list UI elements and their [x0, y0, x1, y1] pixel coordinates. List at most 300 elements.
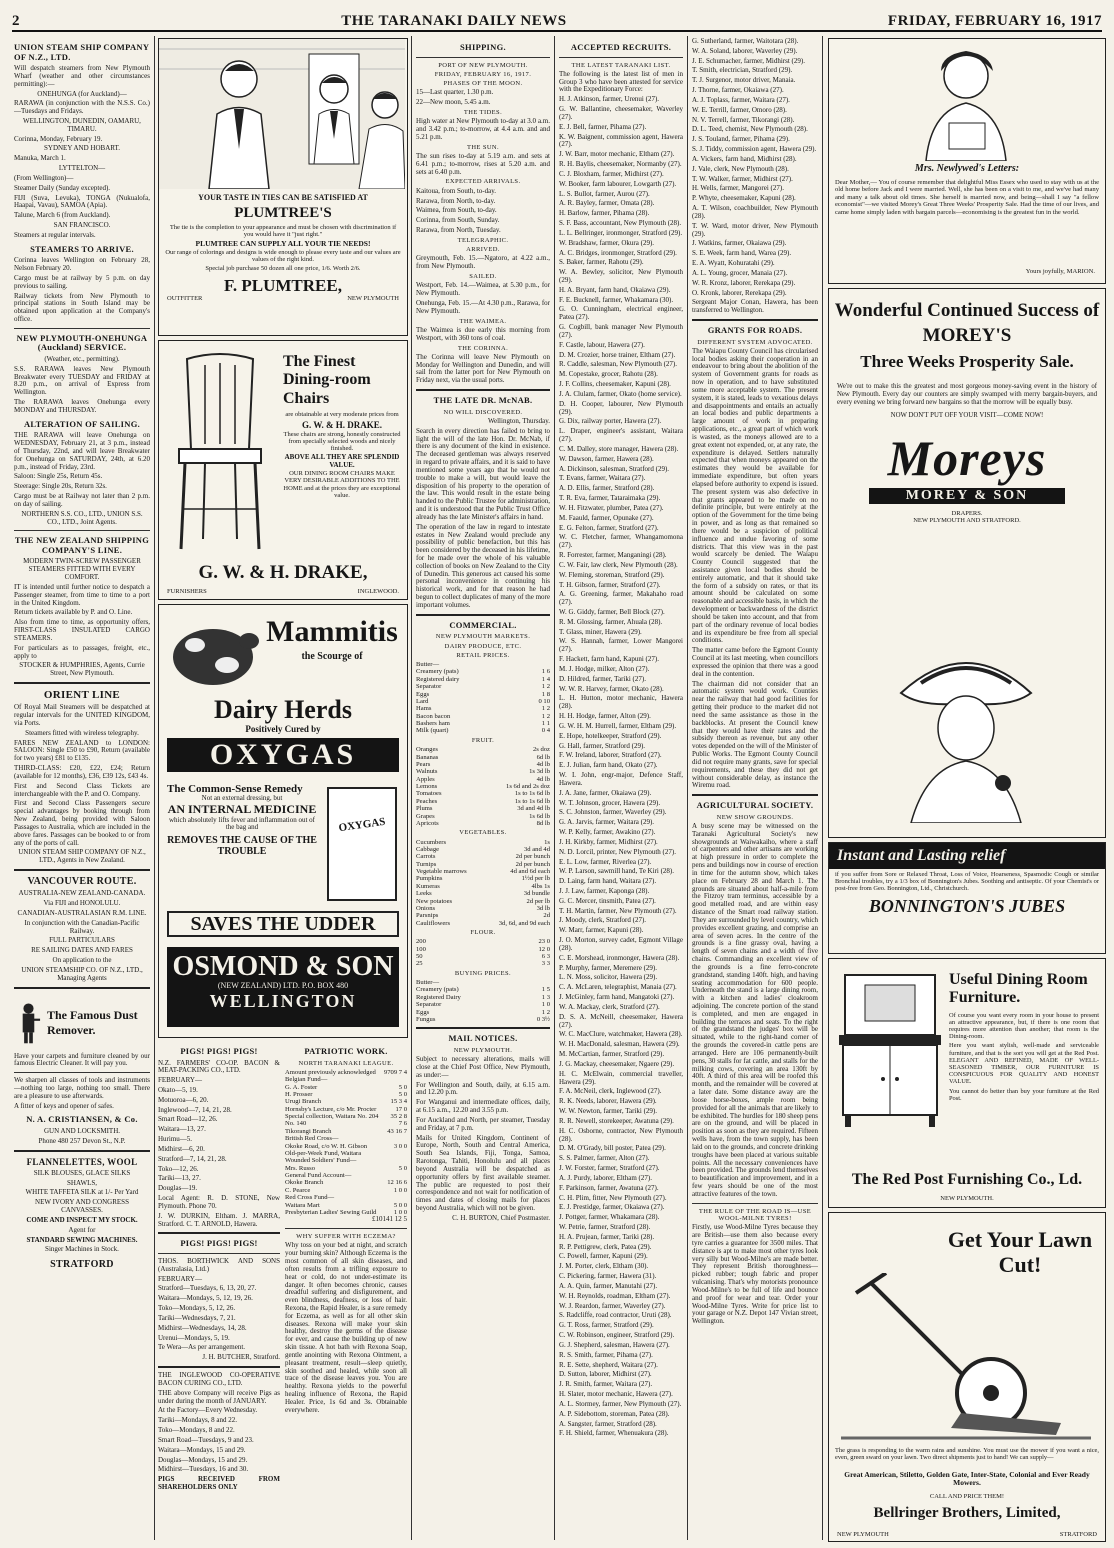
route-from-wellington: (From Wellington)—	[14, 173, 74, 182]
saloon-fare: Saloon: Single 25s, Return 45s.	[14, 472, 103, 481]
recruit-item: W. H. Reynolds, roadman, Eltham (27).	[559, 1291, 671, 1300]
veg-row	[416, 912, 550, 919]
recruit-item: A. D. Ellis, farmer, Stratford (28).	[559, 484, 655, 493]
patriotic-row	[285, 1069, 407, 1076]
patriotic-row-label: Mrs. Russo	[285, 1164, 316, 1172]
dairy-row	[416, 720, 550, 727]
recruit-item: A. A. Quin, farmer, Manutahi (27).	[559, 1281, 658, 1290]
column-rule	[411, 36, 412, 1540]
recruit-item: J. R. Smith, farmer, Waitara (27).	[559, 1380, 653, 1389]
morey-drapers: DRAPERS.	[951, 509, 983, 517]
patriotic-heading: PATRIOTIC WORK.	[304, 1046, 388, 1056]
recruits-sub: THE LATEST TARANAKI LIST.	[571, 61, 671, 69]
recruit-item: R. R. Newell, storekeeper, Awatuna (29).	[559, 1116, 674, 1125]
patriotic-row-label: Waitara Mart	[285, 1201, 320, 1209]
joint-agents: NORTHERN S.S. CO., LTD., UNION S.S. CO., LTD., Joint Agents.	[21, 509, 143, 526]
plumtree-location: NEW PLYMOUTH	[347, 295, 399, 303]
inglewood-date-item: Midhirst—Tuesdays, 16 and 30.	[158, 1465, 249, 1474]
tides-heading: THE TIDES.	[463, 108, 503, 116]
draper-location: STRATFORD	[50, 1259, 114, 1271]
expected-arrival-item: Rarawa, from North, to-day.	[416, 196, 496, 205]
dairy-row-value: 0 4	[541, 727, 550, 735]
buying-row-value	[520, 979, 550, 986]
recruit-item: A. L. Stormey, farmer, New Plymouth (27).	[559, 1399, 682, 1408]
recruit-item: P. Whyte, cheesemaker, Kapuni (28).	[692, 194, 796, 203]
fruit-row-label: Tomatoes	[416, 790, 442, 798]
fruit-row	[416, 798, 550, 805]
grants-heading: GRANTS FOR ROADS.	[707, 325, 803, 336]
plumtree-ad	[158, 38, 408, 336]
dairy-row-value: 1 1	[541, 720, 550, 728]
patriotic-row-value: 1 0 0	[393, 1208, 407, 1216]
buying-row-value: 1 2	[541, 1008, 550, 1016]
recruit-item: N. D. Lorcil, printer, New Plymouth (27).	[559, 847, 676, 856]
orient-body: Of Royal Mail Steamers will be despatched at regular intervals for the UNITED KINGDOM, via Ports.	[14, 703, 150, 727]
flour-row-label: 100	[416, 945, 426, 953]
fruit-row	[416, 768, 550, 775]
jubes-body: if you suffer from Sore or Relaxed Throat, Loss of Voice, Hoarseness, Spasmodic Cough or similar Bronchial troubles, try a 1/3 box of Bonnington's Jubes. Soothing and antiseptic. Of your Chemist's or post-free from Geo. Bonnington, Ltd., Christchurch.	[835, 870, 1099, 893]
recruit-item: W. W. Newton, farmer, Tariki (29).	[559, 1107, 657, 1116]
fruit-row-label: Bananas	[416, 753, 439, 761]
recruit-item: W. Bradshaw, farmer, Okura (29).	[559, 238, 655, 247]
recruit-item: F. A. McNeil, clerk, Inglewood (27).	[559, 1087, 662, 1096]
morey-body: We're out to make this the greatest and most gorgeous money-saving event in the history of New Plymouth. Every day our counters are simply swamped with merry bargain-buyers, and every evening we bring forward new bargains so that the morrow will be equally busy.	[837, 383, 1097, 406]
draper-ivory: NEW IVORY AND CONGRESS CANVASSES.	[35, 1198, 129, 1215]
recruit-item: E. J. Bell, farmer, Pihama (27).	[559, 122, 647, 131]
recruit-item: C. H. Plim, fitter, New Plymouth (27).	[559, 1193, 667, 1202]
recruit-item: A. L. Young, grocer, Manaia (27).	[692, 268, 788, 277]
dairy-row-value: 1 8	[541, 690, 550, 698]
morey-letter-sign: Yours joyfully, MARION.	[1025, 267, 1095, 275]
pig-date-item: Douglas—19.	[158, 1184, 198, 1193]
flour-row	[416, 938, 550, 945]
lawn-headline: Get Your Lawn Cut!	[947, 1227, 1093, 1278]
recruit-item: K. W. Baignent, commission agent, Hawera (27).	[559, 132, 683, 149]
railway-note: Railway tickets from New Plymouth to principal stations in South Island may be obtained upon application at the Company's office.	[14, 291, 150, 324]
recruit-item: D. H. Cooper, labourer, New Plymouth (29).	[559, 399, 683, 416]
pig-date-item: Motuoroa—6, 20.	[158, 1095, 209, 1104]
draper-shawls: SHAWLS,	[67, 1178, 97, 1187]
recruit-item: W. J. Reardon, farmer, Waverley (27).	[559, 1301, 666, 1310]
borthwick-agent: J. H. BUTCHER, Stratford.	[202, 1353, 280, 1362]
oxygas-internal: AN INTERNAL MEDICINE	[167, 802, 317, 817]
recruit-item: G. O. Cunningham, electrical engineer, Patea (27).	[559, 305, 683, 322]
route-rarawa: RARAWA (in conjunction with the N.S.S. Co.)—Tuesdays and Fridays.	[14, 99, 150, 116]
recruit-item: O. Kronk, laborer, Rerekapa (29).	[692, 288, 787, 297]
recruit-item: S. S. Palmer, farmer, Alton (27).	[559, 1154, 650, 1163]
patriotic-row-value: 7 6	[398, 1120, 407, 1128]
patriotic-row-label: Old-per-Week Fund, Waitara Wounded Soldiers' Fund—	[285, 1149, 362, 1165]
grants-body-3: The chairman did not consider that an automatic system would work. Counties near the railway that had good facilities for getting their produce to the market did not need the same assistance as those in the backblocks. At present the Council knew that they would have their rates and the subsidy thereon as revenue, but any other votes depended on the will of the Minister of Public Works. The Egmont County Council did not require many grants, save for special requirements, and these they did not get without considerable delay, as instance the Wiremu road.	[692, 679, 818, 790]
veg-row	[416, 839, 550, 846]
lawn-call: CALL AND PRICE THEM!	[929, 1493, 1005, 1500]
masthead	[12, 8, 1102, 32]
recruit-item: J. M. Porter, clerk, Eltham (30).	[559, 1262, 649, 1271]
recruit-item: A. G. Greening, farmer, Makahaho road (27).	[559, 590, 683, 607]
inglewood-date-item: Smart Road—Tuesdays, 9 and 23.	[158, 1435, 254, 1444]
veg-row	[416, 853, 550, 860]
patriotic-row-label: Belgian Fund—	[285, 1076, 328, 1084]
recruit-item: W. A. Mackay, clerk, Stratford (27).	[559, 1002, 660, 1011]
route-corinna: Corinna, Monday, February 19.	[14, 134, 103, 143]
veg-row-value: 1s	[544, 838, 550, 846]
recruit-item: S. E. Week, farm hand, Warea (29).	[692, 249, 792, 258]
drake-obtain: are obtainable at very moderate prices from	[285, 411, 399, 419]
recruit-item: W. Booker, farm labourer, Lowgarth (27).	[559, 179, 677, 188]
recruit-item: W. Dawson, farmer, Hawera (28).	[559, 454, 654, 463]
buying-row	[416, 979, 550, 986]
buying-row-value: 1 0	[541, 1001, 550, 1009]
fruit-row-label: Grapes	[416, 812, 435, 820]
buying-row-label: Registered Dairy	[416, 993, 461, 1001]
woman-reading-illustration-icon	[901, 41, 1031, 161]
draper-sewing: STANDARD SEWING MACHINES.	[26, 1235, 138, 1244]
morey-wonderful: Wonderful Continued Success of MOREY'S	[834, 300, 1100, 346]
veg-row-value: 4lbs 1s	[531, 882, 550, 890]
veg-row	[416, 898, 550, 905]
recruit-item: F. Hackett, farm hand, Kapuni (27).	[559, 655, 659, 664]
veg-row	[416, 861, 550, 868]
sharpen-body: We sharpen all classes of tools and instruments—nothing too large, nothing too small. There are a pleasure to use afterwards.	[14, 1076, 150, 1100]
patriotic-row	[285, 1091, 407, 1098]
fruit-row-value: 1s 3d lb	[529, 768, 550, 776]
patriotic-row-value: 5 0 0	[393, 1201, 407, 1209]
patriotic-row-label: Tikorangi Branch	[285, 1127, 332, 1135]
patriotic-row-value: 15 3 4	[390, 1098, 407, 1106]
recruit-item: A. J. Purdy, laborer, Eltham (27).	[559, 1173, 652, 1182]
fruit-row	[416, 776, 550, 783]
route-fiji: FIJI (Suva, Levuka), TONGA (Nukualofa, Haapai, Vavau), SAMOA (Apia).	[14, 193, 150, 210]
buying-row-label: Fungus	[416, 1015, 436, 1023]
markets-heading: NEW PLYMOUTH MARKETS.	[435, 633, 531, 641]
dairy-row-label: Registered dairy	[416, 675, 460, 683]
red-post-ad	[828, 958, 1106, 1208]
column-rule	[554, 36, 555, 1540]
rule-body: Firstly, use Wood-Milne Tyres because they are British—use them also because every tyre carries a guarantee for 3500 miles. That distance is apt to make most other tyres look very silly but Wood-Milne's are made better. They represent British thoroughness—picked rubber; tough fabric and proper vulcanising. That's why motorists pronounce Wood-Milne's to be full of life and bounce and proof for wear and tear. Order your Wood-Milne Tyres. Write for price list to your garage or N.Z. Depot 147 Vivian street, Wellington.	[692, 1223, 818, 1326]
vancouver-application: On application to the	[52, 956, 112, 965]
recruit-item: W. P. Kelly, farmer, Awakino (27).	[559, 828, 656, 837]
draper-agent: Agent for	[68, 1225, 96, 1234]
dairy-row-value: 1 2	[541, 683, 550, 691]
recruit-item: W. W. R. Harvey, farmer, Okato (28).	[559, 684, 664, 693]
flour-row	[416, 946, 550, 953]
recruit-item: R. K. Needs, laborer, Hawera (29).	[559, 1097, 657, 1106]
veg-row-value: 3d lb	[536, 904, 550, 912]
fruit-row-value: 6d lb	[536, 753, 550, 761]
fruit-row	[416, 790, 550, 797]
route-onehunga: ONEHUNGA (for Auckland)—	[37, 89, 127, 98]
recruit-item: T. W. Ward, motor driver, New Plymouth (29).	[692, 221, 818, 238]
recruit-item: D. M. O'Grady, bill poster, Patea (29).	[559, 1144, 666, 1153]
pig-date-item: Inglewood—7, 14, 21, 28.	[158, 1105, 232, 1114]
patriotic-row	[285, 1187, 407, 1194]
recruit-item: H. J. Atkinson, farmer, Urenui (27).	[559, 95, 660, 104]
recruits-intro: The following is the latest list of men in Group 3 who have been attested for service with the Expeditionary Force:	[559, 69, 683, 94]
orient-first-second: First and Second Class Tickets are interchangeable with the P. and O. Company.	[14, 781, 150, 798]
recruit-item: L. L. Bellringer, ironmonger, Stratford (29).	[559, 228, 683, 237]
recruit-item: M. Faauld, farmer, Opunake (27).	[559, 513, 654, 522]
oxygas-dairy: Dairy Herds	[214, 695, 352, 724]
mail-heading: MAIL NOTICES.	[448, 1033, 518, 1044]
recruit-item: F. Castle, labour, Hawera (27).	[559, 340, 645, 349]
draper-inspect: COME AND INSPECT MY STOCK.	[26, 1215, 138, 1224]
fruit-row	[416, 813, 550, 820]
buying-prices-table	[416, 979, 550, 1023]
patriotic-row	[285, 1143, 407, 1150]
rule-heading: THE RULE OF THE ROAD IS—USE WOOL-MILNE TYRES!	[698, 1207, 812, 1222]
borthwick-name: THOS. BORTHWICK AND SONS (Australasia, Ltd.)	[158, 1256, 280, 1273]
borthwick-date-item: Te Wera—As per arrangement.	[158, 1343, 246, 1352]
christiansen-name: N. A. CRISTIANSEN, & Co.	[26, 1114, 138, 1125]
commercial-heading: COMMERCIAL.	[449, 619, 517, 630]
sun-body: The sun rises to-day at 5.19 a.m. and sets at 6.41 p.m.; to-morrow, rises at 5.20 a.m. and sets at 6.40 p.m.	[416, 151, 550, 176]
recruit-item: W. S. Hannah, farmer, Lower Mangorei (27).	[559, 637, 683, 654]
dairy-row	[416, 676, 550, 683]
recruit-item: N. V. Terrell, farmer, Tikorangi (28).	[692, 115, 795, 124]
dairy-row-value	[522, 661, 550, 668]
borthwick-date-item: Toko—Mondays, 5, 12, 26.	[158, 1304, 236, 1313]
column-rule	[687, 36, 688, 1540]
vancouver-heading: VANCOUVER ROUTE.	[27, 876, 137, 888]
plumtree-big-name: F. PLUMTREE,	[224, 276, 342, 296]
patriotic-row-label: C. Pearce	[285, 1186, 311, 1194]
recruit-item: R. H. Baylis, cheesemaker, Normanby (27).	[559, 160, 682, 169]
patriotic-row-value: 9709 7 4	[383, 1068, 407, 1076]
pig-date-item: Hurimu—5.	[158, 1135, 193, 1144]
veg-row-value: 2d per lb	[526, 897, 550, 905]
veg-heading: VEGETABLES.	[459, 829, 507, 837]
orient-third: THIRD-CLASS: £20, £22, £24; Return (available for 12 months), £36, £39 12s, £43 4s.	[14, 764, 150, 780]
recruit-item: F. E. Bucknell, farmer, Whakamara (30).	[559, 295, 674, 304]
flour-row-label: 200	[416, 938, 426, 946]
expected-heading: EXPECTED ARRIVALS.	[445, 178, 521, 186]
morey-letter-ad	[828, 38, 1106, 284]
onehunga-service-sub: (Weather, etc., permitting).	[44, 354, 120, 363]
return-tickets: Return tickets available by P. and O. Line.	[14, 608, 133, 617]
veg-row-label: Kumeras	[416, 882, 440, 890]
expected-arrival-item: Corinna, from South, Sunday.	[416, 216, 500, 225]
oxygas-removes: REMOVES THE CAUSE OF THE TROUBLE	[167, 835, 317, 858]
patriotic-row-value: 1 0 0	[393, 1186, 407, 1194]
flour-row	[416, 960, 550, 967]
recruit-item: M. McCartian, farmer, Stratford (29).	[559, 1050, 665, 1059]
recruit-item: S. C. Johnston, farmer, Waverley (29).	[559, 808, 667, 817]
waimea-heading: THE WAIMEA.	[459, 317, 507, 325]
oxygas-nz: (NEW ZEALAND) LTD. P.O. BOX 480	[217, 981, 349, 991]
recruit-item: J. E. Schumacher, farmer, Midhirst (29).	[692, 56, 805, 65]
recruit-item: W. H. Fitzwater, plumber, Patea (27).	[559, 503, 664, 512]
uss-heading: UNION STEAM SHIP COMPANY OF N.Z., LTD.	[14, 42, 149, 62]
grants-column	[692, 38, 818, 1540]
recruit-item: D. L. Teed, chemist, New Plymouth (28).	[692, 125, 808, 134]
recruit-item: J. A. Jane, farmer, Okaiawa (29).	[559, 788, 652, 797]
recruit-item: C. A. McLaren, telegraphist, Manaia (27).	[559, 983, 677, 992]
recruit-item: J. Watkins, farmer, Okaiawa (29).	[692, 239, 787, 248]
dairy-row	[416, 713, 550, 720]
recruit-item: W. A. Bewley, solicitor, New Plymouth (29).	[559, 268, 683, 284]
rarawa-schedule: S.S. RARAWA leaves New Plymouth Breakwater every TUESDAY and FRIDAY at 8.20 p.m., on arrival of Express from Wellington.	[14, 364, 150, 397]
vancouver-line: CANADIAN-AUSTRALASIAN R.M. LINE.	[17, 908, 147, 917]
dairy-row-value: 1 6	[541, 668, 550, 676]
dust-heading: The Famous Dust Remover.	[46, 1008, 138, 1037]
recruit-item: J. Thorne, farmer, Okaiawa (27).	[692, 86, 784, 95]
veg-row-value: 2d per bunch	[515, 853, 550, 861]
shipping-heading: SHIPPING.	[460, 42, 506, 52]
recruit-item: R. E. Sette, shepherd, Waitara (27).	[559, 1360, 658, 1369]
jubes-headline: Instant and Lasting relief	[829, 843, 1105, 869]
recruit-item: J. W. Forster, farmer, Stratford (27).	[559, 1164, 660, 1173]
oxygas-package-label: OXYGAS	[337, 815, 387, 835]
borthwick-dates-list	[158, 1276, 280, 1353]
recruit-item: E. A. Wyatt, Kohuratahi (29).	[692, 259, 775, 268]
patriotic-row	[285, 1098, 407, 1105]
fruit-row-value: 1s 6d and 2s doz	[506, 783, 550, 790]
recruit-item: R. P. Pettigrew, clerk, Patea (29).	[559, 1242, 652, 1251]
veg-row	[416, 920, 550, 927]
patriotic-row-label: Okoke Branch	[285, 1179, 324, 1187]
fruit-prices-table	[416, 746, 550, 827]
rarawa-schedule-2: The RARAWA leaves Onehunga every MONDAY and THURSDAY.	[14, 398, 150, 414]
mcnab-sub: NO WILL DISCOVERED.	[443, 408, 523, 416]
dairy-row-label: Butter—	[416, 661, 440, 669]
dairy-row-label: Lard	[416, 697, 429, 705]
drake-ad	[158, 340, 408, 600]
plumtree-special: Special job purchase 50 dozen all one price, 1/6. Worth 2/6.	[205, 265, 361, 273]
dairy-row-label: Eggs	[416, 690, 430, 698]
patriotic-row	[285, 1076, 407, 1083]
lawn-makes: Great American, Stiletto, Golden Gate, Inter-State, Colonial and Ever Ready Mowers.	[844, 1470, 1090, 1488]
recruit-item: G. W. H. M. Hurrell, farmer, Eltham (29).	[559, 721, 677, 730]
pigs-agents: J. W. DURKIN, Eltham. J. MARRA, Stratford. C. T. ARNOLD, Hawera.	[158, 1211, 280, 1228]
recruit-item: C. W. Fair, law clerk, New Plymouth (28).	[559, 560, 678, 569]
plumtree-sub: PLUMTREE CAN SUPPLY ALL YOUR TIE NEEDS!	[195, 239, 371, 249]
recruit-item: R. Forrester, farmer, Manganingi (28).	[559, 551, 667, 560]
telegraphic-heading: TELEGRAPHIC.	[457, 236, 509, 244]
recruit-item: E. L. Low, farmer, Riverlea (27).	[559, 857, 652, 866]
vancouver-agents: UNION STEAMSHIP CO. OF N.Z., LTD., Managing Agents	[21, 965, 143, 982]
borthwick-date-item: Tariki—Wednesdays, 7, 21.	[158, 1313, 236, 1322]
buying-row	[416, 1016, 550, 1023]
pig-date-item: Stratford—7, 14, 21, 28.	[158, 1154, 227, 1163]
cow-illustration-icon	[165, 615, 261, 695]
mcnab-body: Search in every direction has failed to bring to light the will of the late Hon. Dr. McNab, if there is any document of the kind in existence. The deceased gentleman was always reserved in regard to private affairs, and it is said to have mentioned some years ago that he would not trouble to make a will, but would leave the disposition of his property to the operation of the law. This would result in the estate being handed to the Public Trustee for administration, and it is understood that the Public Trust Office already has the late Minister's affairs in hand.	[416, 426, 550, 521]
patriotic-row	[285, 1128, 407, 1135]
flour-heading: FLOUR.	[470, 929, 496, 937]
recruit-item: J. W. Barr, motor mechanic, Eltham (27).	[559, 150, 675, 159]
recruit-item: L. Draper, engineer's assistant, Waitara (27).	[559, 427, 683, 444]
recruit-item: W. Marr, farmer, Kapuni (28).	[559, 926, 644, 935]
orient-heading: ORIENT LINE	[43, 688, 121, 701]
dust-body: Have your carpets and furniture cleaned by our famous Electric Cleaner. It will pay you.	[14, 1051, 150, 1068]
recruit-item: G. C. Mercer, tinsmith, Patea (27).	[559, 896, 656, 905]
fruit-heading: FRUIT.	[471, 736, 495, 744]
recruit-item: A. Dickinson, salesman, Stratford (29).	[559, 464, 670, 473]
patriotic-row-value: 3 0 0	[393, 1142, 407, 1150]
recruit-item: F. Parkinson, farmer, Awatuna (27).	[559, 1183, 659, 1192]
oxygas-not: Not an external dressing, but	[201, 794, 283, 803]
fruit-row	[416, 746, 550, 753]
veg-row-label: Turnips	[416, 860, 437, 868]
nz-shipping-heading: THE NEW ZEALAND SHIPPING COMPANY'S LINE.	[14, 535, 150, 555]
dairy-row	[416, 698, 550, 705]
mail-body-2: For Wellington and South, daily, at 6.15 a.m. and 12.20 p.m.	[416, 1080, 550, 1097]
agri-body: A busy scene may be witnessed on the Taranaki Agricultural Society's new showgrounds at Waiwakaiho, where a staff of carpenters and other artisans are working at high pressure in order to complete the pens and buildings now in course of erection in time for the autumn show, which takes place on February 28 and March 1. The grounds are situated about half-a-mile from the Fitzroy tram terminus, accessible by a good metalled road, and are within easy distance of the Smart road railway station. They are surrounded by level country, which provides excellent grazing, and comprise an area of seven acres. In the centre of the grounds is a fine grassy oval, having a length of seven chains and a width of five chains. Commanding an excellent view of the grounds is a fine ferro-concrete grandstand, standing 140ft. high, and having seating accommodation for 600 people. Underneath the stand is a large dining room, with a kitchen and ladies' cloakroom adjoining. The concrete portion of the stand is completed, and men are engaged in building the terraces and seats. To the right of the grandstand the judges' box will be situated, while to the right-hand corner of the grounds the covered-in cattle pens are arranged. Here are 106 permanently-built pens, 30 stalls for fat cattle, and stalls for the milking cows, covering an area 130ft by 40ft. A third of this area will be roofed this month, and the remainder will be covered at a later date. Some distance away are the loose horse-boxes, ample room being provided for all the animals that are likely to be exhibited. The hurdles for 180 sheep pens are on the ground, and will be placed in position as soon as they are required. Fifteen wells have, from the town supply, has been laid on to the grounds, and concrete drinking troughs have been placed at various suitable points. All the necessary conveniences have been provided. The grounds lend themselves to beautification and improvement, and in a few years should be one of the most attractive features of the town.	[692, 821, 818, 1198]
oxygas-package	[327, 787, 397, 901]
sailed-body-2: Onehunga, Feb. 15.—At 4.30 p.m., Rarawa, for New Plymouth.	[416, 298, 550, 315]
mail-body: Subject to necessary alterations, mails will close at the Chief Post Office, New Plymouth, as under:—	[416, 1055, 550, 1079]
recruit-item: C. J. Bloxham, farmer, Midhirst (27).	[559, 169, 664, 178]
page-number: 2	[12, 13, 20, 30]
patriotic-row	[285, 1165, 407, 1172]
plumtree-headline: YOUR TASTE IN TIES CAN BE SATISFIED AT	[198, 192, 368, 202]
fruit-row-label: Apples	[416, 775, 435, 783]
issue-date: FRIDAY, FEBRUARY 16, 1917	[887, 13, 1102, 30]
newspaper-title: THE TARANAKI DAILY NEWS	[341, 13, 567, 30]
recruit-item: C. W. Robinson, engineer, Stratford (29).	[559, 1331, 675, 1340]
route-lyttelton: LYTTELTON—	[58, 164, 106, 173]
red-post-body: Of course you want every room in your house to present an attractive appearance, but, if there is one room that requires more attention than another; that room is the Dining-room.	[949, 1011, 1099, 1041]
dairy-row-label: Separator	[416, 683, 442, 691]
mail-sub: NEW PLYMOUTH.	[453, 1046, 513, 1054]
vancouver-via: Via FIJI and HONOLULU.	[43, 899, 121, 908]
bellringer-ad	[828, 1212, 1106, 1542]
recruit-item: J. Moody, clerk, Stratford (27).	[559, 916, 647, 925]
patriotic-row-value: 43 16 7	[387, 1127, 407, 1135]
pig-date-item: Toko—12, 26.	[158, 1164, 199, 1173]
patriotic-row	[285, 1179, 407, 1186]
recruit-item: J. Vale, clerk, New Plymouth (28).	[692, 164, 789, 173]
route-wellington: WELLINGTON, DUNEDIN, OAMARU, TIMARU.	[23, 117, 141, 133]
patriotic-row-label: G. A. Foster	[285, 1083, 318, 1091]
recruit-item: C. M. Dalley, store manager, Hawera (28).	[559, 444, 679, 453]
recruit-item: T. W. Walker, farmer, Midhirst (27).	[692, 174, 793, 183]
recruit-item: M. Copestake, grocer, Rahotu (28).	[559, 370, 658, 379]
dairy-row-value: 1 2	[541, 705, 550, 713]
nz-farmers-name: N.Z. FARMERS' CO-OP. BACON & MEAT-PACKING CO., LTD.	[158, 1058, 280, 1075]
eczema-body: Why toss on your bed at night, and scratch your burning skin? Although Eczema is the most common of all skin diseases, and often results from a trifling exposure to heat or cold, do not under-estimate its danger. It often becomes chronic, causes dreadful suffering and disfigurement, and even blindness, deafness, or loss of hair. Rexona, the Rapid Healer, is a sure remedy for Eczema, as well as for all other skin diseases. Rexona will make your skin healthy, destroy the germs of the disease for ever, and cause the building up of new skin tissue. A hot bath with Rexona Soap, gentle anointing with Rexona Ointment, a pleasant treatment, result—sleep quietly, skin soothed and healed, while soon all trace of the disease leaves you. You are healthy. Rexona yields to the powerful healing influence of Rexona, the Rapid Healer. Price, 1s 6d and 3s. Obtainable everywhere.	[285, 1241, 407, 1414]
fruit-row	[416, 754, 550, 761]
buying-row-label: Creamery (pats)	[416, 986, 459, 994]
sun-heading: THE SUN.	[466, 143, 500, 151]
column-rule	[154, 36, 155, 1540]
patriotic-row-value	[384, 1076, 407, 1083]
morey-three-weeks: Three Weeks Prosperity Sale.	[860, 352, 1074, 372]
veg-row	[416, 868, 550, 875]
recruit-item: C. Pickering, farmer, Hawera (31).	[559, 1272, 657, 1281]
pigs-received: PIGS RECEIVED FROM SHAREHOLDERS ONLY	[158, 1475, 280, 1491]
recruit-item: W. G. Giddy, farmer, Bell Block (27).	[559, 607, 665, 616]
draper-flannelettes: FLANNELETTES, WOOL	[26, 1156, 138, 1167]
pigs-heading-2: PIGS! PIGS! PIGS!	[180, 1238, 258, 1249]
recruit-item: E. J. Prestidge, farmer, Okaiawa (27).	[559, 1203, 665, 1212]
inglewood-coop-body: THE above Company will receive Pigs as under during the month of JANUARY.	[158, 1388, 280, 1405]
inglewood-date-item: Toko—Mondays, 8 and 22.	[158, 1426, 235, 1435]
buying-row-value: 0 3½	[536, 1015, 550, 1023]
plumtree-name: PLUMTREE'S	[234, 204, 332, 221]
buying-row-label: Butter—	[416, 979, 440, 987]
patriotic-row	[285, 1120, 407, 1127]
recruit-item: W. P. Larson, sawmill hand, Te Kiri (28).	[559, 867, 674, 876]
tides-body: High water at New Plymouth to-day at 3.0 a.m. and 3.42 p.m.; to-morrow, at 4.4 a.m. and and 5.21 p.m.	[416, 117, 550, 141]
inglewood-coop-name: THE INGLEWOOD CO-OPERATIVE BACON CURING CO., LTD.	[158, 1371, 280, 1387]
patriotic-row-value: 5 0	[398, 1090, 407, 1098]
recruit-item: G. J. Shepherd, salesman, Hawera (27).	[559, 1340, 670, 1349]
recruit-item: W. R. Kronz, laborer, Rerekapa (29).	[692, 278, 796, 287]
route-manuka: Manuka, March 1.	[14, 154, 66, 163]
buying-row	[416, 986, 550, 993]
oxygas-osmond-panel	[167, 947, 399, 1027]
recruit-item: W. Petrie, farmer, Stratford (28).	[559, 1222, 651, 1231]
